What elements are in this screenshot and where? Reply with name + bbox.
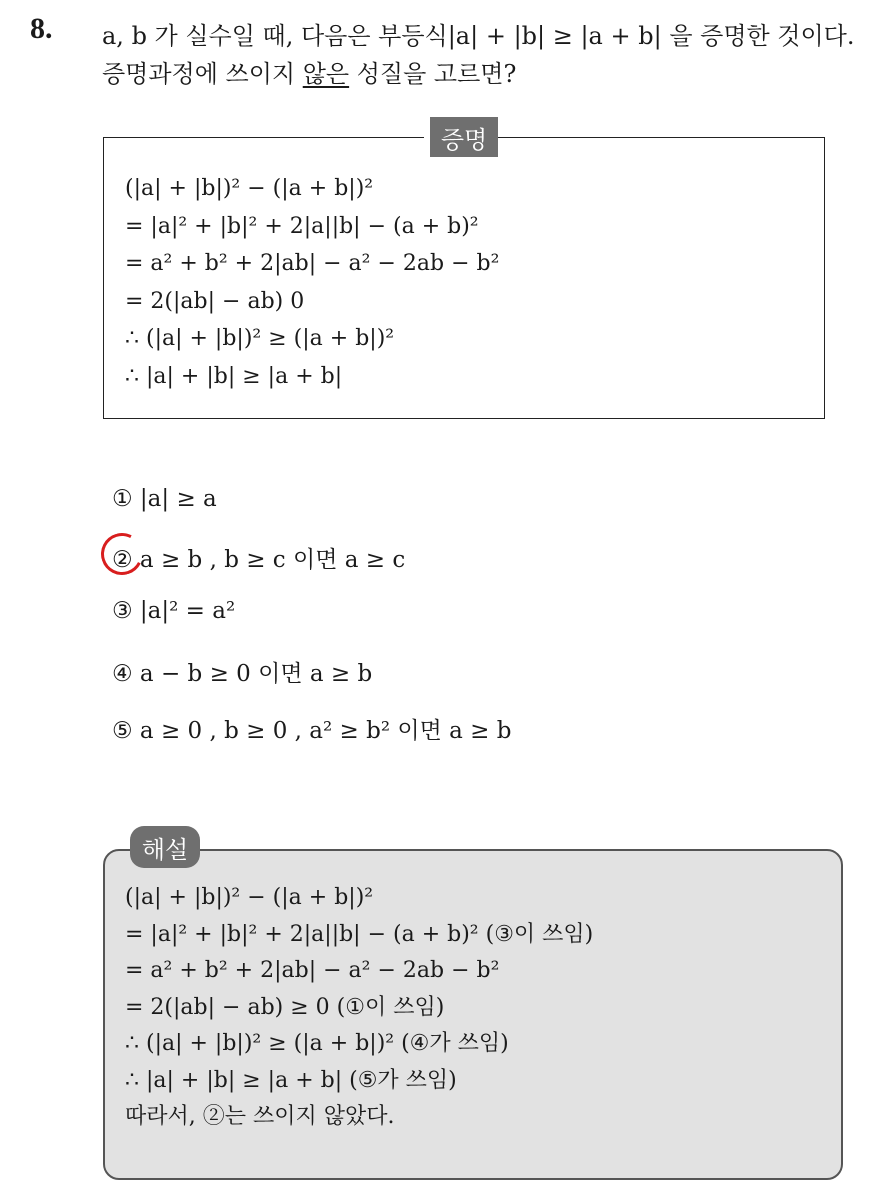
explanation-line: 따라서, ②는 쓰이지 않았다. (125, 1104, 395, 1129)
proof-lines (125, 170, 499, 395)
question-underlined-word: 않은 (302, 60, 350, 88)
proof-line: = 2(|ab| − ab) 0 (125, 288, 305, 314)
choice-5[interactable]: ⑤ a ≥ 0 , b ≥ 0 , a² ≥ b² 이면 a ≥ b (112, 718, 512, 744)
question-text-line2 (102, 54, 516, 89)
proof-line: ∴ |a| + |b| ≥ |a + b| (125, 363, 343, 389)
explanation-line: ∴ |a| + |b| ≥ |a + b| (⑤가 쓰임) (125, 1067, 457, 1093)
proof-line: = |a|² + |b|² + 2|a||b| − (a + b)² (125, 213, 479, 239)
proof-line: = a² + b² + 2|ab| − a² − 2ab − b² (125, 251, 500, 276)
explanation-line: = 2(|ab| − ab) ≥ 0 (①이 쓰임) (125, 994, 445, 1020)
explanation-line: ∴ (|a| + |b|)² ≥ (|a + b|)² (④가 쓰임) (125, 1031, 509, 1056)
proof-line: (|a| + |b|)² − (|a + b|)² (125, 176, 374, 201)
choice-2[interactable]: ② a ≥ b , b ≥ c 이면 a ≥ c (112, 547, 406, 573)
explanation-tag: 해설 (130, 826, 200, 868)
question-line2-post: 성질을 고르면? (349, 60, 517, 88)
proof-tag: 증명 (430, 117, 498, 157)
explanation-line: = a² + b² + 2|ab| − a² − 2ab − b² (125, 958, 500, 983)
question-text-line1: a, b 가 실수일 때, 다음은 부등식|a| + |b| ≥ |a + b| 을 증명한 것이다. (102, 22, 855, 50)
choice-1[interactable]: ① |a| ≥ a (112, 486, 217, 512)
choice-3[interactable]: ③ |a|² = a² (112, 598, 236, 624)
question-line2-pre: 증명과정에 쓰이지 (102, 60, 303, 88)
explanation-lines (125, 880, 593, 1136)
choice-4[interactable]: ④ a − b ≥ 0 이면 a ≥ b (112, 661, 373, 687)
explanation-line: (|a| + |b|)² − (|a + b|)² (125, 885, 374, 910)
proof-line: ∴ (|a| + |b|)² ≥ (|a + b|)² (125, 326, 395, 351)
explanation-line: = |a|² + |b|² + 2|a||b| − (a + b)² (③이 쓰임) (125, 921, 594, 947)
question-number: 8. (30, 12, 53, 45)
